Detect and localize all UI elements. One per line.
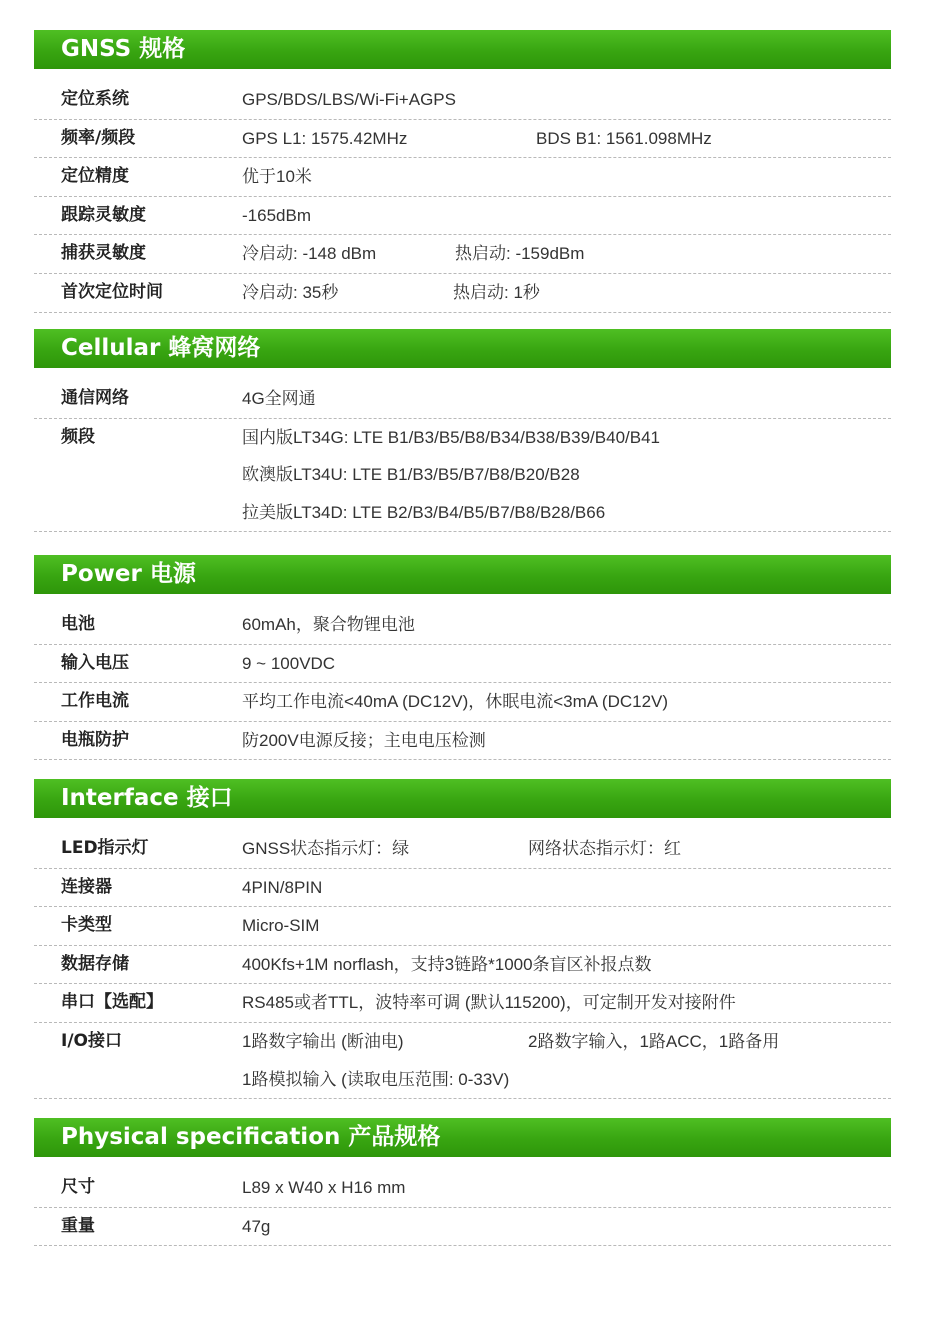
spec-row [34, 197, 891, 236]
spec-value: GPS L1: 1575.42MHz [242, 128, 408, 148]
section-interface [34, 779, 891, 1099]
section-title: GNSS 规格 [34, 30, 891, 69]
spec-row [34, 1208, 891, 1247]
spec-value: 国内版LT34G: LTE B1/B3/B5/B8/B34/B38/B39/B40/B41 [242, 427, 660, 447]
spec-value: GNSS状态指示灯：绿 [242, 839, 410, 858]
spec-row [34, 722, 891, 761]
spec-value: GPS/BDS/LBS/Wi-Fi+AGPS [242, 90, 456, 109]
spec-label: 首次定位时间 [61, 281, 163, 302]
spec-row [34, 419, 891, 533]
section-power [34, 555, 891, 760]
spec-value: 冷启动: 35秒 [242, 282, 339, 302]
spec-label: 尺寸 [61, 1177, 95, 1197]
spec-value-secondary: 热启动: 1秒 [453, 282, 540, 302]
spec-row [34, 606, 891, 645]
spec-value: 冷启动: -148 dBm [242, 244, 377, 264]
section-title: Physical specification 产品规格 [34, 1118, 891, 1157]
spec-label: LED指示灯 [61, 838, 149, 858]
spec-row [34, 120, 891, 159]
spec-value: 60mAh，聚合物锂电池 [242, 615, 415, 634]
section-physical [34, 1118, 891, 1246]
spec-row [34, 158, 891, 197]
spec-row [34, 984, 891, 1023]
section-gnss [34, 30, 891, 313]
spec-value: 4G全网通 [242, 389, 316, 408]
spec-label: 频段 [61, 426, 95, 447]
spec-label: 输入电压 [61, 652, 129, 673]
spec-value: 防200V电源反接；主电电压检测 [242, 730, 486, 750]
spec-row [34, 645, 891, 684]
spec-label: 定位系统 [61, 89, 129, 109]
spec-row [34, 274, 891, 313]
spec-value-secondary: 网络状态指示灯：红 [528, 839, 681, 858]
spec-value: -165dBm [242, 205, 311, 225]
spec-value: 平均工作电流<40mA (DC12V)，休眠电流<3mA (DC12V) [242, 692, 669, 712]
spec-label: 捕获灵敏度 [61, 243, 146, 264]
spec-table [34, 606, 891, 760]
spec-value: 400Kfs+1M norflash，支持3链路*1000条盲区补报点数 [242, 954, 652, 974]
spec-row [34, 830, 891, 869]
section-title: Interface 接口 [34, 779, 891, 818]
spec-label: 频率/频段 [61, 127, 136, 148]
spec-value: 拉美版LT34D: LTE B2/B3/B4/B5/B7/B8/B28/B66 [242, 502, 606, 522]
spec-value: RS485或者TTL，波特率可调 (默认115200)，可定制开发对接附件 [242, 993, 736, 1013]
spec-table [34, 81, 891, 313]
spec-label: 数据存储 [61, 953, 129, 974]
spec-row [34, 81, 891, 120]
spec-value: 1路模拟输入 (读取电压范围: 0-33V) [242, 1069, 510, 1089]
spec-value: 1路数字输出 (断油电) [242, 1031, 404, 1051]
spec-value: 欧澳版LT34U: LTE B1/B3/B5/B7/B8/B20/B28 [242, 465, 580, 485]
spec-row [34, 1023, 891, 1099]
section-title: Cellular 蜂窝网络 [34, 329, 891, 368]
spec-value-secondary: 2路数字输入，1路ACC，1路备用 [528, 1031, 780, 1051]
spec-value: 优于10米 [242, 167, 312, 187]
spec-table [34, 830, 891, 1099]
spec-row [34, 1169, 891, 1208]
spec-label: 定位精度 [61, 166, 129, 187]
spec-row [34, 380, 891, 419]
section-title: Power 电源 [34, 555, 891, 594]
spec-table [34, 1169, 891, 1246]
spec-value: 9 ~ 100VDC [242, 653, 336, 673]
spec-row [34, 683, 891, 722]
spec-label: 电池 [61, 614, 95, 634]
section-cellular [34, 329, 891, 532]
spec-value: 4PIN/8PIN [242, 877, 323, 897]
spec-label: I/O接口 [61, 1030, 122, 1051]
spec-label: 卡类型 [61, 915, 112, 936]
spec-row [34, 869, 891, 908]
spec-label: 串口【选配】 [61, 992, 163, 1013]
spec-label: 跟踪灵敏度 [61, 204, 146, 225]
spec-label: 通信网络 [61, 388, 129, 408]
spec-label: 工作电流 [61, 691, 129, 712]
spec-value: 47g [242, 1216, 271, 1236]
spec-row [34, 907, 891, 946]
spec-row [34, 946, 891, 985]
spec-value: L89 x W40 x H16 mm [242, 1178, 406, 1197]
spec-label: 重量 [61, 1215, 95, 1236]
spec-row [34, 235, 891, 274]
spec-value: Micro-SIM [242, 916, 320, 936]
spec-label: 电瓶防护 [61, 729, 129, 750]
spec-table [34, 380, 891, 532]
spec-value-secondary: 热启动: -159dBm [455, 244, 585, 264]
spec-value-secondary: BDS B1: 1561.098MHz [536, 128, 712, 148]
spec-label: 连接器 [61, 876, 112, 897]
